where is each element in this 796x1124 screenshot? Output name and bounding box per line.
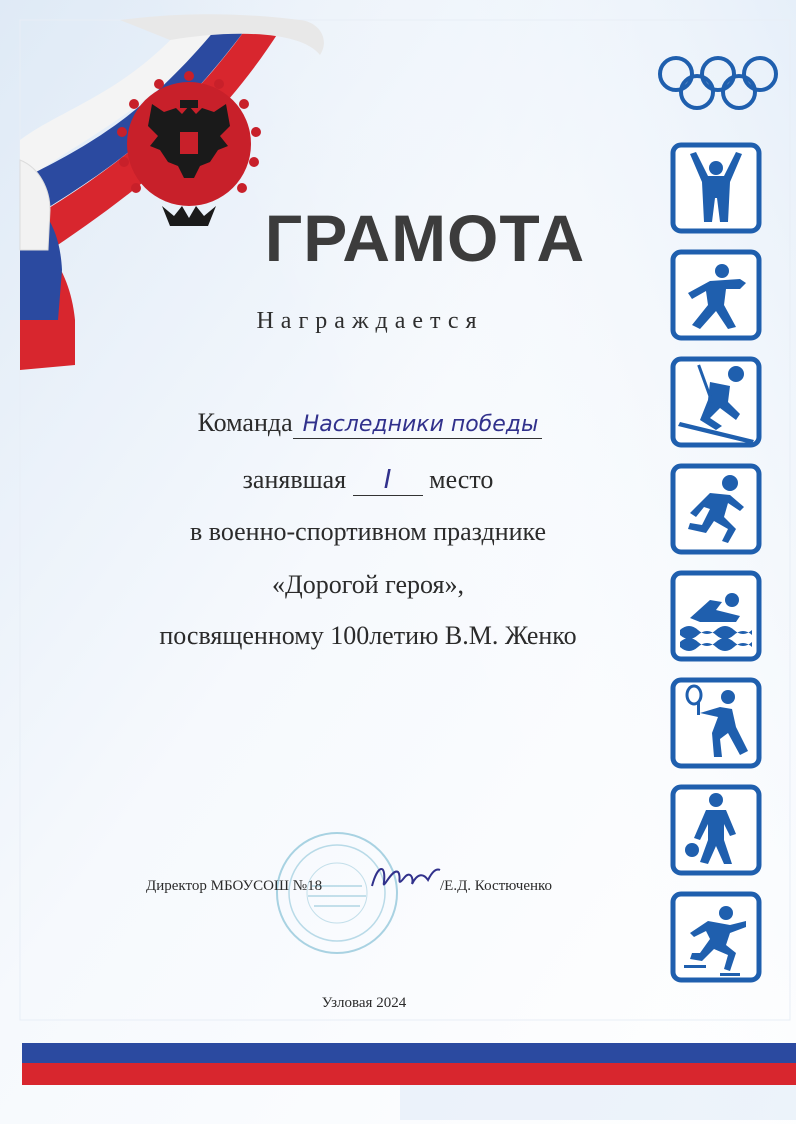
place-line	[0, 465, 736, 496]
city-year: Узловая 2024	[321, 995, 407, 1011]
dedication-line: посвященному 100летию В.М. Женко	[159, 621, 577, 650]
bottom-blue-stripe	[22, 1043, 796, 1063]
award-text: Награждается	[256, 308, 484, 334]
basketball-player-icon	[670, 784, 762, 876]
olympic-rings-icon	[654, 54, 786, 116]
director-name: /Е.Д. Костюченко	[440, 878, 553, 894]
director-signature	[368, 858, 442, 898]
tennis-player-icon	[670, 677, 762, 769]
team-name-handwritten: Наследники победы	[302, 412, 539, 437]
team-line	[0, 408, 740, 439]
team-label: Команда	[197, 408, 293, 437]
bottom-red-stripe	[22, 1063, 796, 1085]
event-name: «Дорогой героя»,	[272, 570, 464, 599]
director-label: Директор МБОУСОШ №18	[146, 878, 323, 894]
place-prefix: занявшая	[242, 465, 347, 494]
certificate-title: ГРАМОТА	[264, 201, 586, 275]
skater-icon	[670, 891, 762, 983]
event-line: в военно-спортивном празднике	[189, 517, 547, 546]
place-value-handwritten: I	[383, 465, 392, 495]
place-suffix: место	[429, 465, 494, 494]
